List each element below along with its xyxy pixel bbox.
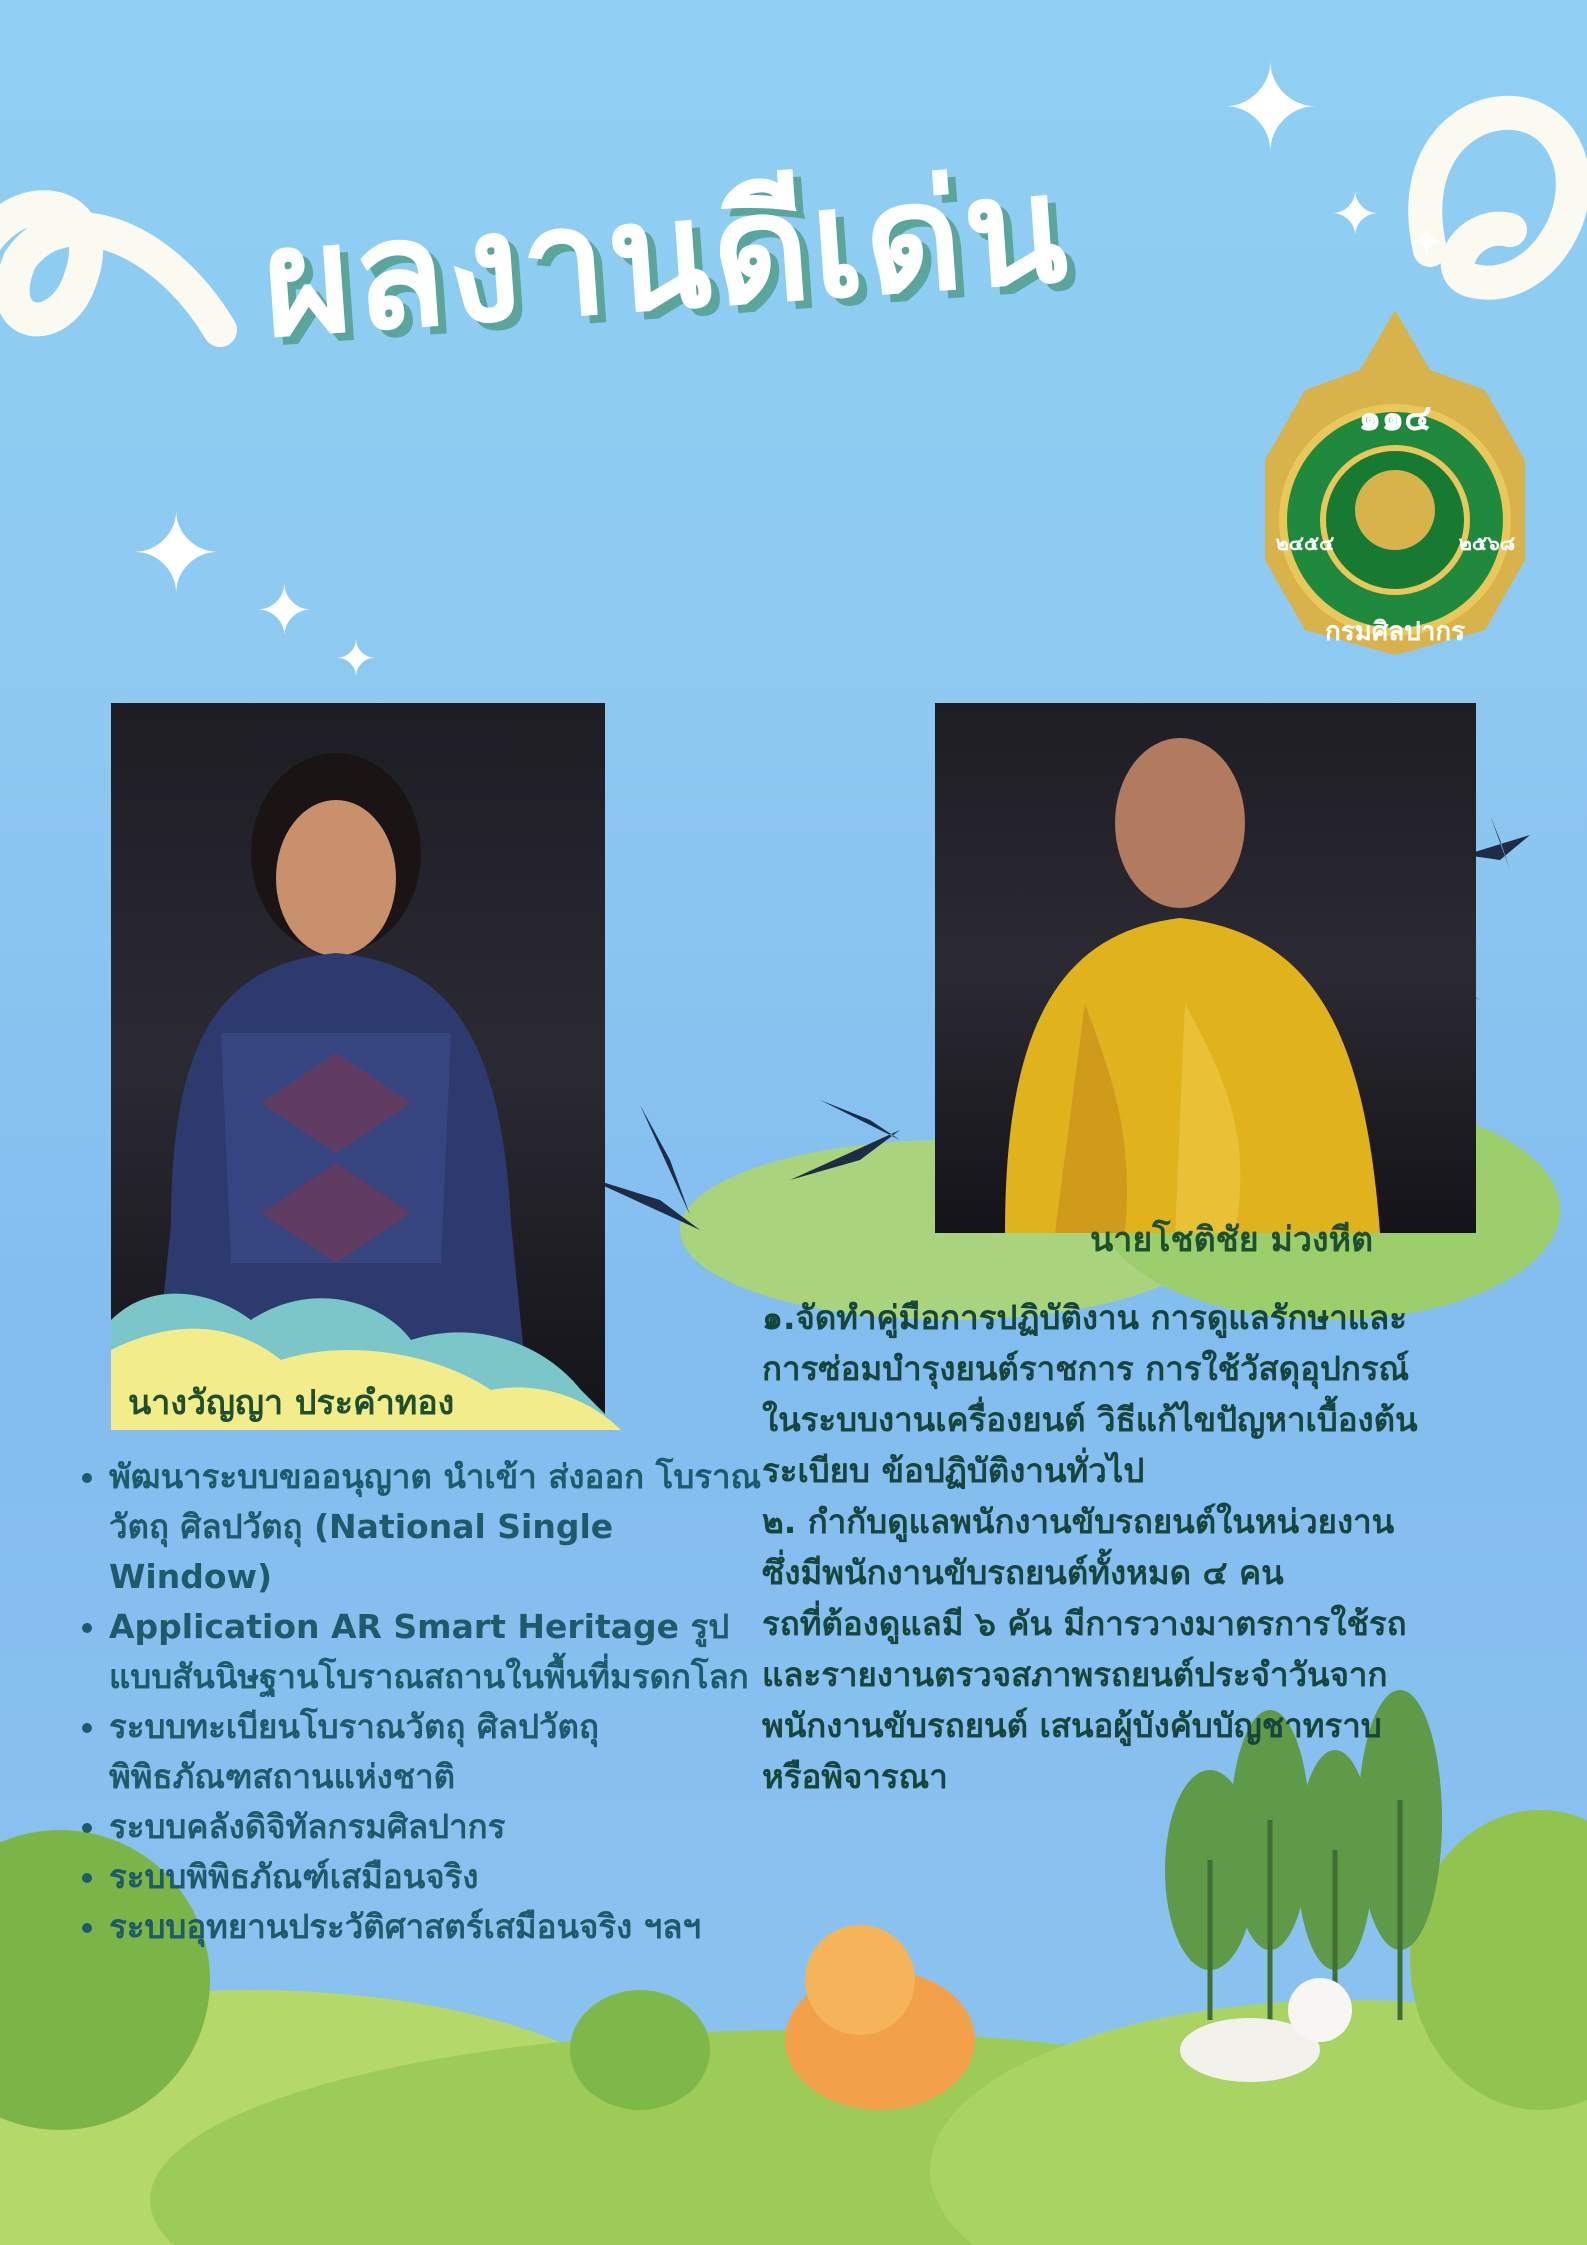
fine-arts-department-emblem [1255,310,1535,660]
right-person-name: นายโชติชัย ม่วงหีต [1090,1220,1374,1260]
poster-title: ผลงานดีเด่น [257,141,1074,372]
list-item: • ระบบพิพิธภัณฑ์เสมือนจริง [109,1852,769,1902]
swirl-right [1425,113,1573,283]
sparkle-icon: ✦ [255,570,314,652]
duty-line: รถที่ต้องดูแลมี ๖ คัน มีการวางมาตรการใช้รถ [762,1604,1407,1643]
swirl-left [0,207,220,330]
bush [570,1990,710,2110]
duty-line: ๒. กำกับดูแลพนักงานขับรถยนต์ในหน่วยงาน [762,1502,1395,1541]
cat-head [1288,1978,1352,2042]
duty-line: ระเบียบ ข้อปฏิบัติงานทั่วไป [762,1451,1145,1490]
duty-line: และรายงานตรวจสภาพรถยนต์ประจำวันจาก [762,1655,1388,1694]
list-item: • Application AR Smart Heritage รูปแบบสันนิษฐานโบราณสถานในพื้นที่มรดกโลก [109,1602,769,1702]
list-item: • ระบบคลังดิจิทัลกรมศิลปากร [109,1802,769,1852]
duty-line: ซึ่งมีพนักงานขับรถยนต์ทั้งหมด ๔ คน [762,1553,1284,1592]
duty-line: ในระบบงานเครื่องยนต์ วิธีแก้ไขปัญหาเบื้องต้น [762,1400,1418,1439]
portrait-figure-right [935,703,1476,1233]
left-achievements-list [75,1452,769,1952]
left-person-name: นางวัญญา ประคำทอง [128,1383,455,1423]
duty-line: การซ่อมบำรุงยนต์ราชการ การใช้วัสดุอุปกรณ์ [762,1349,1410,1388]
sparkle-icon: ✦ [1220,40,1321,179]
sparkle-icon: ✦ [1330,180,1381,250]
sparkle-icon: ✦ [130,490,223,618]
emblem-number-right: ๒๕๖๘ [1458,531,1516,555]
sparkle-icon: ✦ [335,630,377,688]
list-item: • พัฒนาระบบขออนุญาต นำเข้า ส่งออก โบราณวัตถุ ศิลปวัตถุ (National Single Window) [109,1452,769,1602]
emblem-text: กรมศิลปากร [1324,617,1466,647]
list-item: • ระบบอุทยานประวัติศาสตร์เสมือนจริง ฯลฯ [109,1902,769,1952]
list-item: • ระบบทะเบียนโบราณวัตถุ ศิลปวัตถุ พิพิธภัณฑสถานแห่งชาติ [109,1702,769,1802]
emblem-number-left: ๒๔๕๔ [1275,531,1335,555]
duty-line: พนักงานขับรถยนต์ เสนอผู้บังคับบัญชาทราบ [762,1706,1382,1745]
cat-head [805,1925,915,2035]
emblem-number-top: ๑๑๔ [1358,398,1432,439]
portrait-photo-right [935,703,1476,1233]
sparkle-icon: ✦ [1410,220,1444,266]
right-duties-text [762,1292,1562,1802]
duty-line: หรือพิจารณา [762,1757,948,1796]
duty-line: ๑.จัดทำคู่มือการปฏิบัติงาน การดูแลรักษาและ [762,1298,1407,1337]
